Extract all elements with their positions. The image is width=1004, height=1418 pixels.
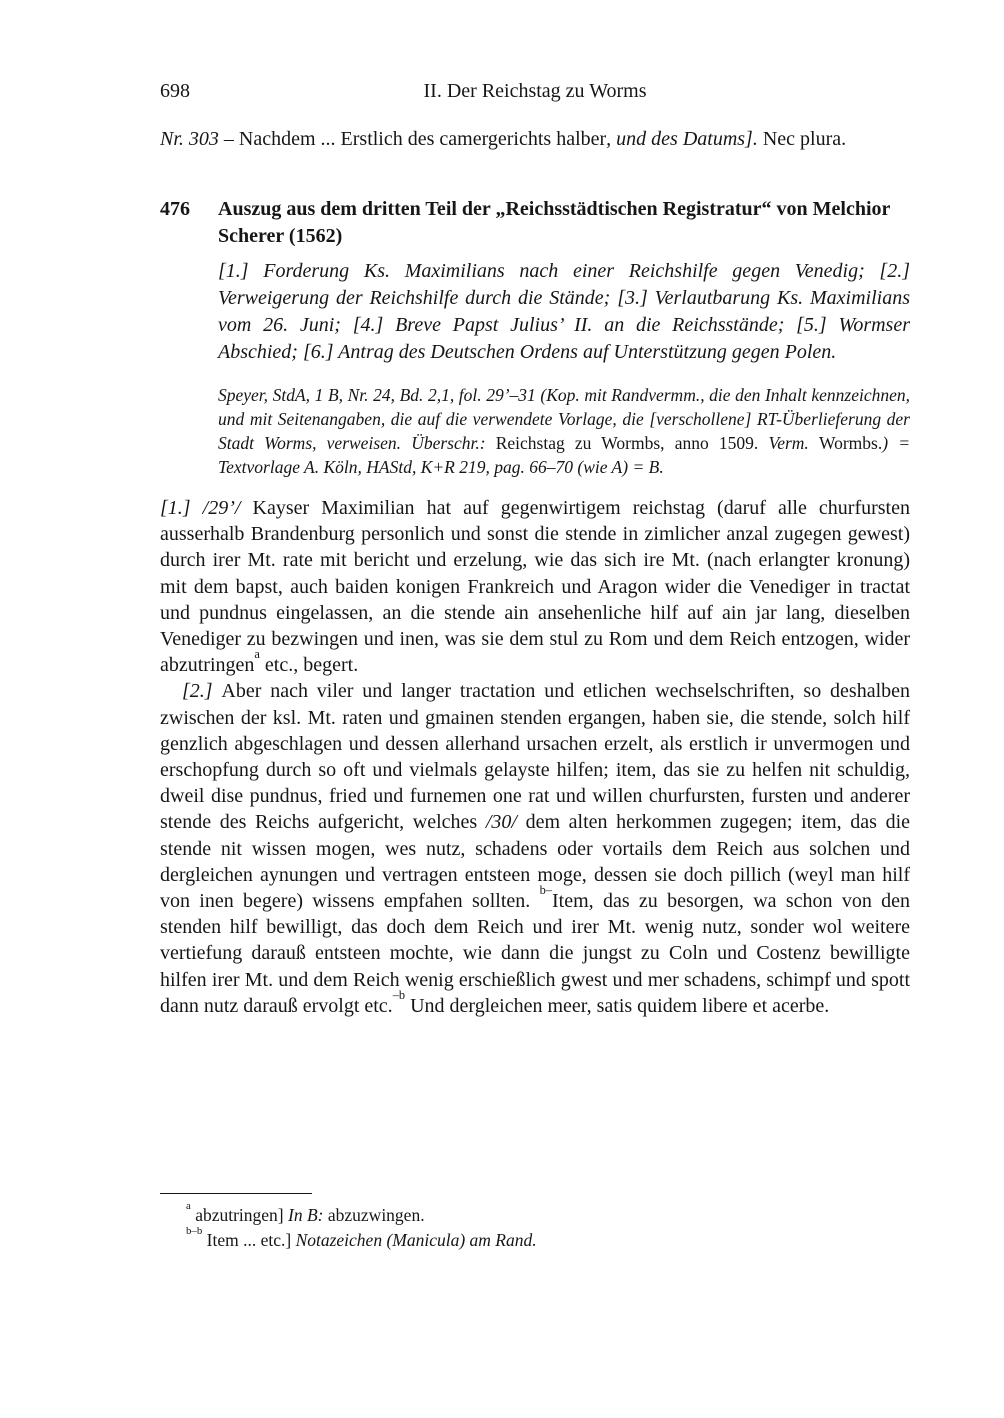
text-run: etc., begert. bbox=[259, 654, 359, 677]
text-run: dem alten herkommen zugegen; item, das die stende nit wissen mogen, wes nutz, schadens oder vortails dem Reich aus solchen und dergleichen aynungen und vertragen entsteen moge, dessen sie doch pillich (weyl man hilf von inen begere) wissens empfahen sollten. bbox=[160, 811, 910, 913]
text-run: abzuzwingen. bbox=[323, 1205, 425, 1225]
footnote-ref-a: a bbox=[254, 646, 260, 661]
edition-text bbox=[160, 495, 910, 1019]
text-run: Speyer, StdA, 1 B, Nr. 24, Bd. 2,1, fol. 29’–31 (Kop. mit Randvermm., die den Inhalt kennzeichnen, und mit Seitenangaben, die auf die verwendete Vorlage, die [verschollene] RT-Überlieferung der Stadt Worms, verweisen. Überschr.: bbox=[218, 385, 910, 453]
text-run: Und dergleichen meer, satis quidem libere et acerbe. bbox=[405, 994, 830, 1017]
item-number: 476 bbox=[160, 198, 190, 220]
text-run: In B: bbox=[288, 1205, 324, 1225]
text-run: [1.] /29’/ bbox=[160, 497, 253, 519]
text-run: Verm. bbox=[768, 433, 819, 453]
page-header bbox=[160, 78, 910, 104]
text-run: Item, das zu besorgen, wa schon von den stenden hilf bewilligt, das doch dem Reich und irer Mt. wenig nutz, sonder wol weitere vertiefung darauß entsteen mochte, wie dann die jungst zu Coln und Costenz bewilligte hilfen irer Mt. und dem Reich wenig erschießlich gwest und mer schadens, schimpf und spott dann nutz darauß ervolgt etc. bbox=[160, 890, 910, 1017]
text-run: Kayser Maximilian hat auf gegenwirtigem reichstag (daruf alle churfursten ausserhalb Brandenburg personlich und sonst die stende in zimlicher anzal zugegen gewest) durch irer Mt. rate mit bericht und erzelung, wie das sich ire Mt. (nach erlangter kronung) mit dem bapst, auch baiden konigen Frankreich und Aragon wider die Venediger in tractat und pundnus eingelassen, an die stende ain ansehenliche hilf auf ain jar lang, dieselben Venediger zu bezwingen und inen, was sie dem stul zu Rom und dem Reich entzogen, wider abzutringen bbox=[160, 497, 910, 677]
previous-item-tail bbox=[160, 126, 910, 152]
folio-marker: /30/ bbox=[485, 811, 517, 834]
footnotes bbox=[160, 1193, 910, 1253]
page-number: 698 bbox=[160, 80, 190, 102]
text-run: , und des Datums]. bbox=[606, 128, 758, 150]
text-run: Item ... etc.] bbox=[206, 1230, 296, 1250]
footnote-marker: b–b bbox=[186, 1225, 203, 1238]
footnote-b bbox=[160, 1225, 910, 1253]
running-head: II. Der Reichstag zu Worms bbox=[423, 80, 647, 102]
text-run: ) = Textvorlage A. Köln, HAStd, K+R 219, pag. 66–70 (wie A) = B. bbox=[218, 433, 911, 477]
item-summary: [1.] Forderung Ks. Maximilians nach einer Reichshilfe gegen Venedig; [2.] Verweigerung der Reichshilfe durch die Stände; [3.] Verlautbarung Ks. Maximilians vom 26. Juni; [4.] Breve Papst Julius’ II. an die Reichsstände; [5.] Wormser Abschied; [6.] Antrag des Deutschen Ordens auf Unterstützung gegen Polen. bbox=[218, 260, 910, 363]
item-476 bbox=[160, 196, 910, 479]
item-heading bbox=[160, 196, 910, 250]
text-run: Nec plura. bbox=[757, 128, 847, 150]
text-run: [2.] bbox=[182, 680, 222, 703]
text-run: Wormbs. bbox=[818, 433, 883, 453]
text-run: Notazeichen (Manicula) am Rand. bbox=[295, 1230, 537, 1250]
text-run: abzutringen] bbox=[195, 1205, 289, 1225]
footnote-ref-b-close: –b bbox=[392, 987, 406, 1002]
paragraph-2 bbox=[160, 678, 910, 1019]
text-run: Aber nach viler und langer tractation und etlichen wechselschriften, so deshalben zwischen der ksl. Mt. raten und gmainen stenden ergangen, haben sie, die stende, solch hilf genzlich abgeschlagen und dessen allerhand ursachen erzelt, als erstlich ir unvermogen und erschopfung durch so oft und vielmals gelayste hilfen; item, das sie zu helfen nit schuldig, dweil dise pundnus, fried und furnemen one rat und willen churfursten, fursten und anderer stende des Reichs aufgericht, welches bbox=[160, 680, 910, 834]
item-title: Auszug aus dem dritten Teil der „Reichsstädtischen Registratur“ von Melchior Scherer (1562) bbox=[218, 198, 891, 247]
source-note bbox=[218, 383, 910, 479]
text-run: Nr. 303 bbox=[160, 128, 219, 150]
paragraph-1 bbox=[160, 495, 910, 678]
footnote-marker: a bbox=[186, 1200, 191, 1213]
footnote-divider bbox=[160, 1193, 312, 1194]
footnote-a bbox=[160, 1200, 910, 1228]
text-run: Reichstag zu Wormbs, anno 1509. bbox=[495, 433, 769, 453]
footnote-ref-b-open: b– bbox=[539, 882, 552, 897]
text-run: – Nachdem ... Erstlich des camergerichts halber bbox=[218, 128, 607, 150]
